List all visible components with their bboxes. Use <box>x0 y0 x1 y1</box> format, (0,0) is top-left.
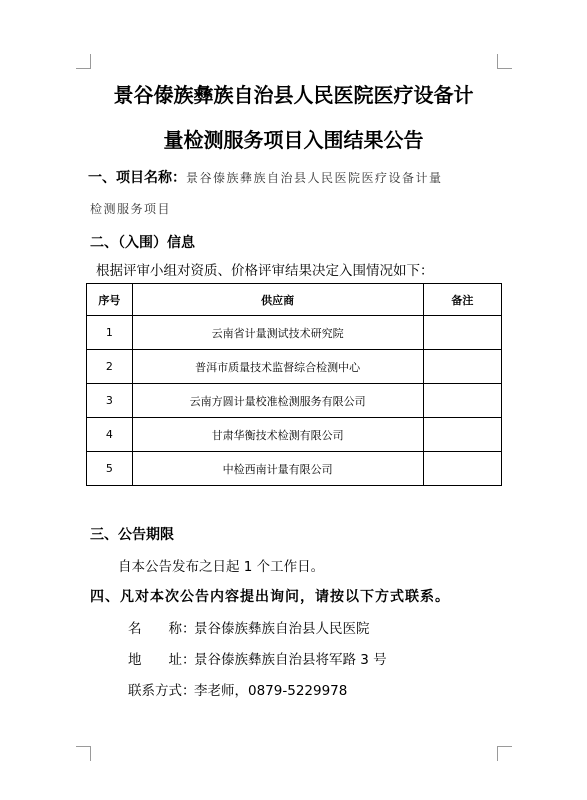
name-label: 名 称： <box>128 621 196 637</box>
project-name-part1: 景谷傣族彝族自治县人民医院医疗设备计量 <box>186 171 443 185</box>
header-no: 序号 <box>87 284 133 316</box>
contact-phone-row <box>128 679 347 699</box>
table-row <box>87 350 502 384</box>
document-title-line2: 量检测服务项目入围结果公告 <box>163 128 424 152</box>
row-no: 5 <box>87 452 133 486</box>
table-row <box>87 384 502 418</box>
crop-mark-bottom-right <box>497 746 512 761</box>
project-name-part2: 检测服务项目 <box>90 202 172 216</box>
document-title-line1: 景谷傣族彝族自治县人民医院医疗设备计 <box>113 83 474 107</box>
address-label: 地 址： <box>128 652 196 668</box>
header-supplier: 供应商 <box>132 284 423 316</box>
row-note <box>423 452 501 486</box>
section3-text: 自本公告发布之日起 1 个工作日。 <box>118 559 325 575</box>
contact-value: 李老师，0879-5229978 <box>194 683 348 699</box>
row-supplier: 中检西南计量有限公司 <box>132 452 423 486</box>
header-note: 备注 <box>423 284 501 316</box>
table-row <box>87 418 502 452</box>
contact-address-row <box>128 648 387 668</box>
contact-name-row <box>128 617 370 637</box>
row-note <box>423 316 501 350</box>
section3-heading: 三、公告期限 <box>90 527 174 543</box>
crop-mark-top-left <box>76 54 91 69</box>
table-header-row <box>87 284 502 316</box>
section4-heading: 四、凡对本次公告内容提出询问，请按以下方式联系。 <box>90 589 450 605</box>
contact-label: 联系方式： <box>128 683 196 699</box>
row-note <box>423 418 501 452</box>
row-no: 2 <box>87 350 133 384</box>
section2-heading: 二、（入围）信息 <box>90 235 195 251</box>
row-note <box>423 384 501 418</box>
name-value: 景谷傣族彝族自治县人民医院 <box>194 621 370 637</box>
crop-mark-top-right <box>497 54 512 69</box>
row-no: 3 <box>87 384 133 418</box>
table-row <box>87 452 502 486</box>
row-no: 1 <box>87 316 133 350</box>
address-value: 景谷傣族彝族自治县将军路 3 号 <box>194 652 387 668</box>
row-note <box>423 350 501 384</box>
table-row <box>87 316 502 350</box>
row-no: 4 <box>87 418 133 452</box>
row-supplier: 云南方圆计量校准检测服务有限公司 <box>132 384 423 418</box>
section1-line1 <box>88 167 443 187</box>
row-supplier: 甘肃华衡技术检测有限公司 <box>132 418 423 452</box>
section2-intro: 根据评审小组对资质、价格评审结果决定入围情况如下： <box>96 263 434 279</box>
section1-heading: 一、项目名称： <box>88 170 186 186</box>
row-supplier: 普洱市质量技术监督综合检测中心 <box>132 350 423 384</box>
crop-mark-bottom-left <box>76 746 91 761</box>
suppliers-table <box>86 283 502 486</box>
row-supplier: 云南省计量测试技术研究院 <box>132 316 423 350</box>
